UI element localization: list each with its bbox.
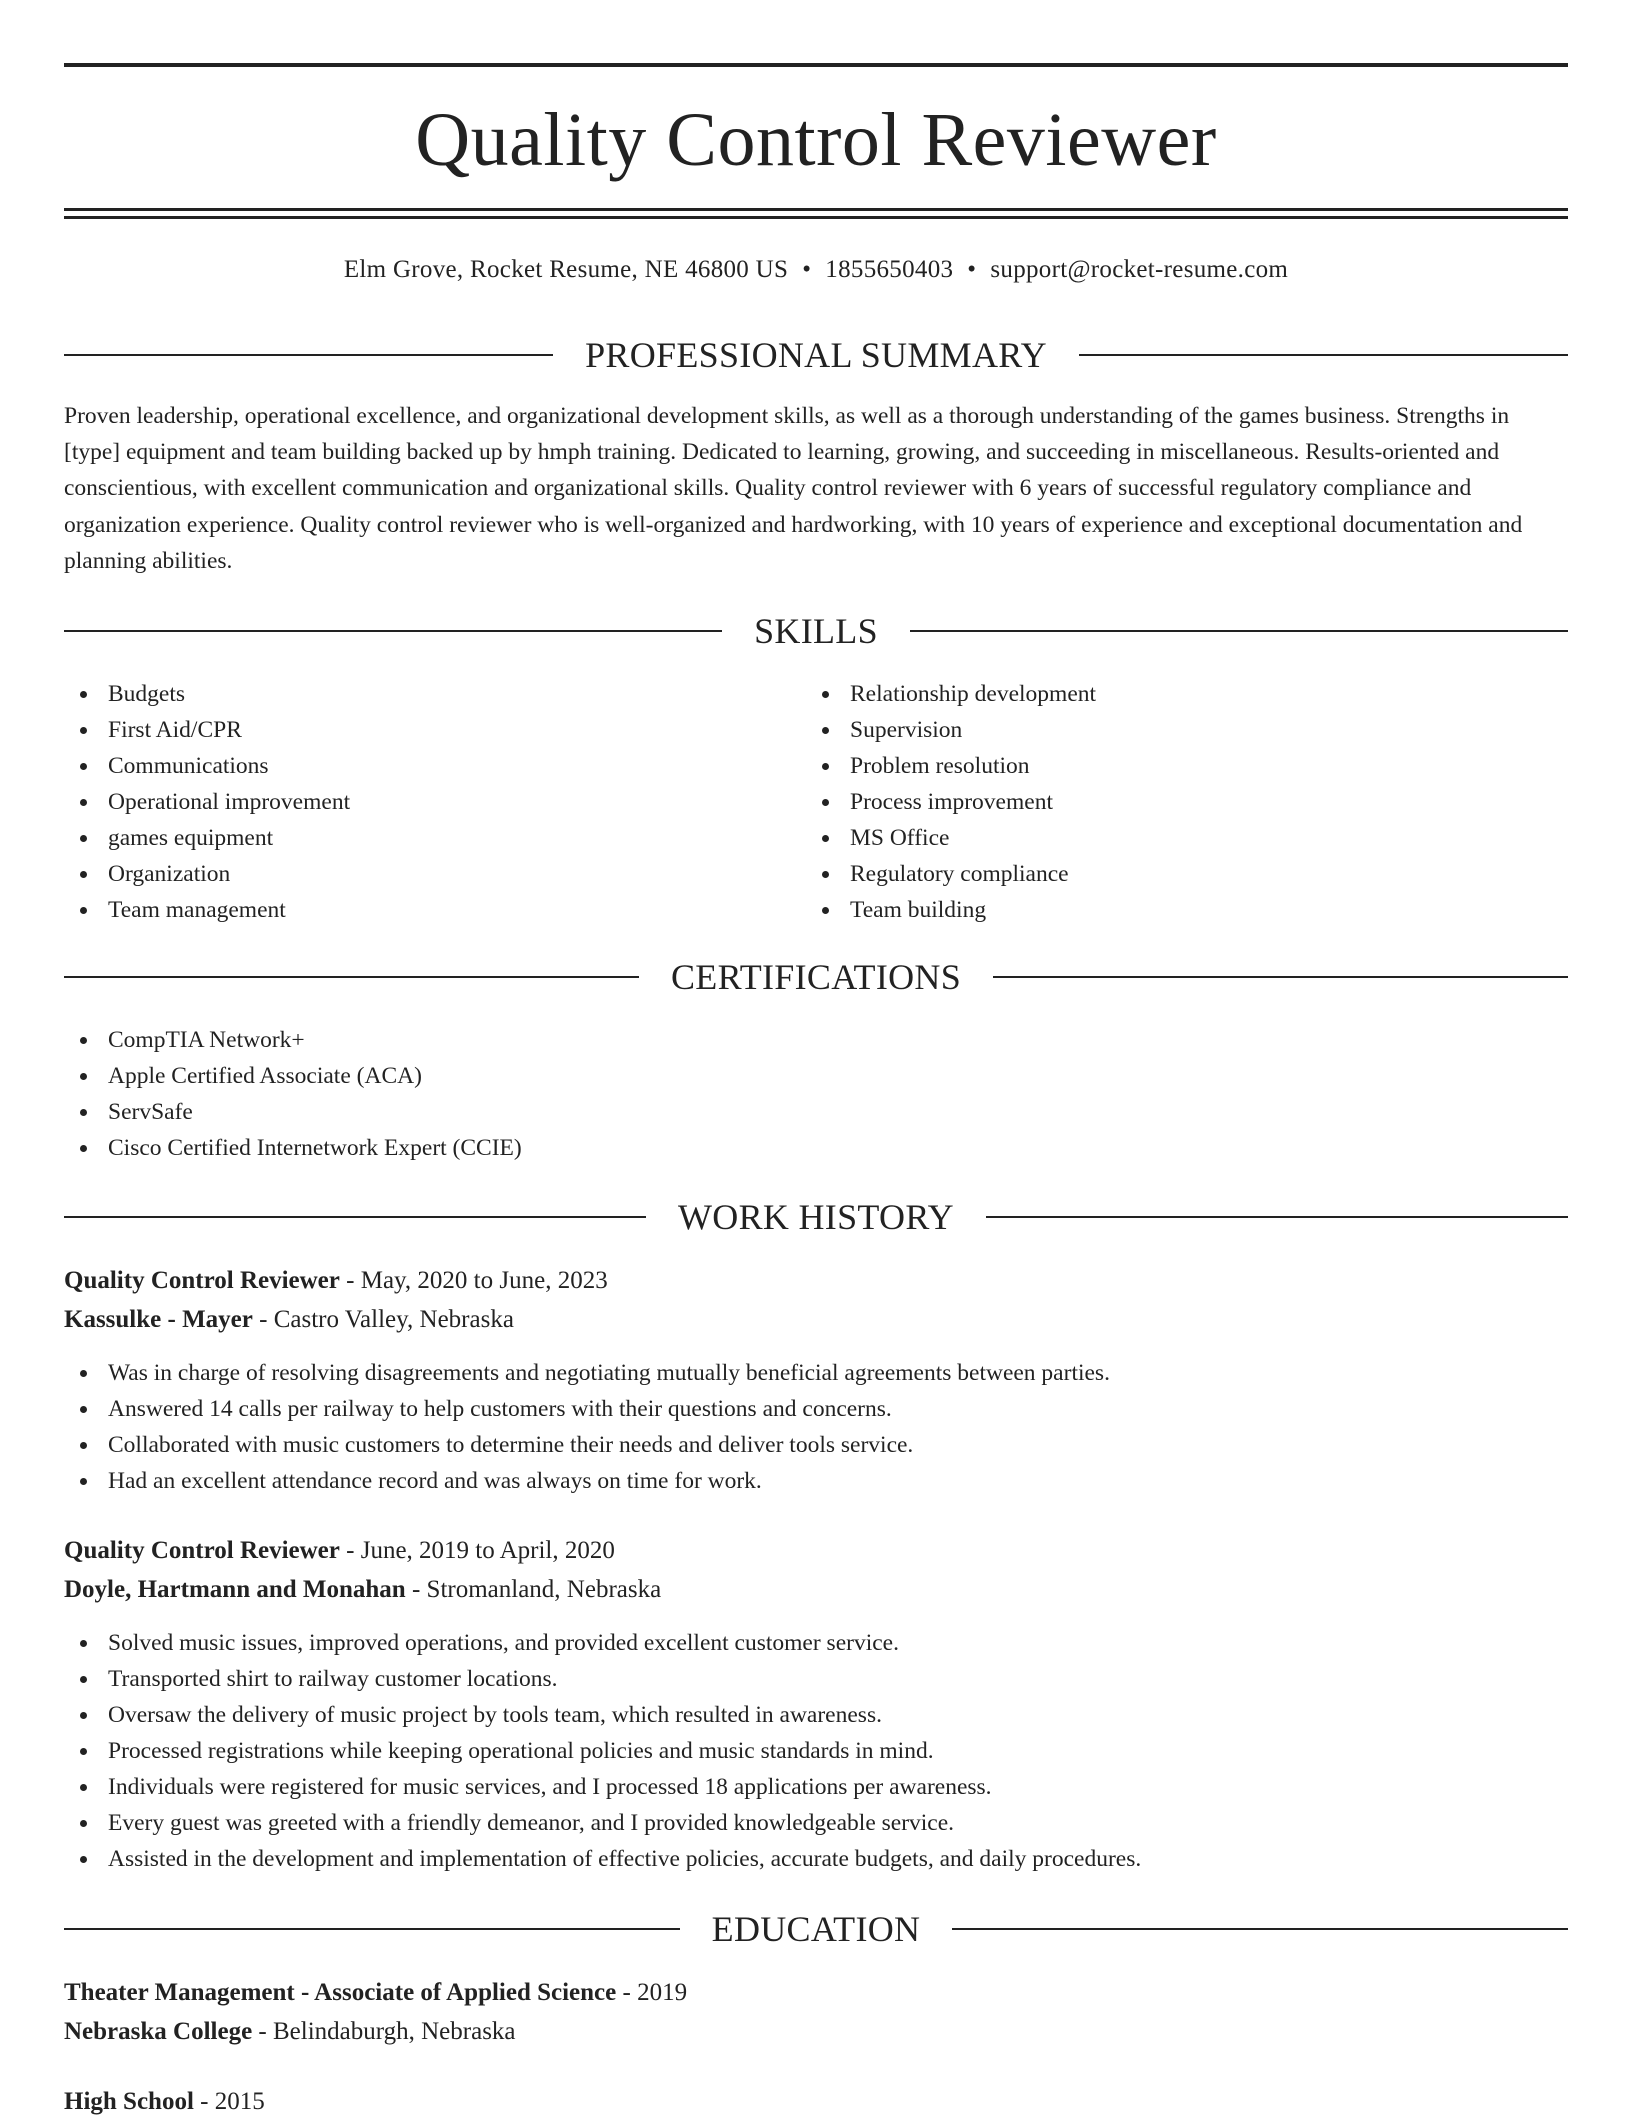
job-company-line <box>64 1301 1568 1339</box>
job-title-line <box>64 1532 1568 1570</box>
certification-item: ServSafe <box>64 1094 522 1130</box>
skill-item: Communications <box>64 748 350 784</box>
job-bullet: Transported shirt to railway customer locations. <box>64 1661 1141 1697</box>
skill-item: Organization <box>64 856 350 892</box>
job-bullets <box>64 1355 1110 1499</box>
education-degree: Theater Management - Associate of Applied Science <box>64 1979 617 2006</box>
job-location: - Stromanland, Nebraska <box>405 1576 662 1603</box>
section-heading-text: WORK HISTORY <box>678 1197 954 1237</box>
education-year: - 2019 <box>616 1979 688 2006</box>
title-rule-lower <box>64 216 1568 219</box>
education-degree-line <box>64 2083 1568 2121</box>
section-heading-text: EDUCATION <box>711 1909 921 1949</box>
skill-item: Supervision <box>806 712 1096 748</box>
job-bullet: Every guest was greeted with a friendly demeanor, and I provided knowledgeable service. <box>64 1805 1141 1841</box>
section-heading-education <box>64 1904 1568 1954</box>
skill-item: Relationship development <box>806 676 1096 712</box>
certification-item: Cisco Certified Internetwork Expert (CCIE) <box>64 1130 522 1166</box>
job-dates: - June, 2019 to April, 2020 <box>339 1537 615 1564</box>
job-bullet: Answered 14 calls per railway to help customers with their questions and concerns. <box>64 1391 1110 1427</box>
skill-item: Budgets <box>64 676 350 712</box>
skill-item: Regulatory compliance <box>806 856 1096 892</box>
skill-item: First Aid/CPR <box>64 712 350 748</box>
section-heading-work-history <box>64 1192 1568 1242</box>
heading-rule <box>1079 354 1568 356</box>
skill-item: games equipment <box>64 820 350 856</box>
education-degree-line <box>64 1974 1568 2012</box>
job-title: Quality Control Reviewer <box>64 1267 340 1294</box>
skill-item: Operational improvement <box>64 784 350 820</box>
skill-item: Team building <box>806 892 1096 928</box>
job-bullet: Processed registrations while keeping operational policies and music standards in mind. <box>64 1733 1141 1769</box>
education-degree: High School <box>64 2088 194 2115</box>
job-bullet: Individuals were registered for music services, and I processed 18 applications per awareness. <box>64 1769 1141 1805</box>
education-year: - 2015 <box>193 2088 265 2115</box>
section-heading-skills <box>64 606 1568 656</box>
heading-rule <box>993 976 1568 978</box>
job-company: Kassulke - Mayer <box>64 1306 253 1333</box>
heading-rule <box>910 630 1568 632</box>
job-bullet: Assisted in the development and implementation of effective policies, accurate budgets, and daily procedures. <box>64 1841 1141 1877</box>
certification-item: CompTIA Network+ <box>64 1022 522 1058</box>
section-heading-certifications <box>64 952 1568 1002</box>
resume-title: Quality Control Reviewer <box>415 98 1217 182</box>
education-location: - Belindaburgh, Nebraska <box>252 2018 516 2045</box>
contact-separator: • <box>967 256 977 283</box>
contact-separator: • <box>802 256 812 283</box>
section-heading-text: CERTIFICATIONS <box>670 957 962 997</box>
heading-rule <box>64 976 639 978</box>
section-heading-summary <box>64 330 1568 380</box>
job-bullet: Collaborated with music customers to determine their needs and deliver tools service. <box>64 1427 1110 1463</box>
heading-rule <box>64 1216 646 1218</box>
skills-list-right <box>806 676 1096 928</box>
job-bullet: Had an excellent attendance record and was always on time for work. <box>64 1463 1110 1499</box>
job-title: Quality Control Reviewer <box>64 1537 340 1564</box>
skill-item: MS Office <box>806 820 1096 856</box>
summary-text: Proven leadership, operational excellence, and organizational development skills, as well as a thorough understanding of the games business. Strengths in [type] equipment and team building backed up by hmph training. Dedicated to learning, growing, and succeeding in miscellaneous. Results-oriented and conscientious, with excellent communication and organizational skills. Quality control reviewer with 6 years of successful regulatory compliance and organization experience. Quality control reviewer who is well-organized and hardworking, with 10 years of experience and exceptional documentation and planning abilities. <box>64 403 1523 574</box>
contact-email: support@rocket-resume.com <box>990 256 1289 283</box>
job-location: - Castro Valley, Nebraska <box>252 1306 514 1333</box>
job-title-line <box>64 1262 1568 1300</box>
job-dates: - May, 2020 to June, 2023 <box>339 1267 608 1294</box>
education-school: Nebraska College <box>64 2018 253 2045</box>
skill-item: Problem resolution <box>806 748 1096 784</box>
contact-line <box>64 252 1568 288</box>
certification-item: Apple Certified Associate (ACA) <box>64 1058 522 1094</box>
job-bullet: Oversaw the delivery of music project by tools team, which resulted in awareness. <box>64 1697 1141 1733</box>
skill-item: Team management <box>64 892 350 928</box>
contact-address: Elm Grove, Rocket Resume, NE 46800 US <box>343 256 789 283</box>
certifications-list <box>64 1022 522 1166</box>
job-bullet: Solved music issues, improved operations, and provided excellent customer service. <box>64 1625 1141 1661</box>
contact-phone: 1855650403 <box>825 256 954 283</box>
heading-rule <box>952 1928 1568 1930</box>
job-company-line <box>64 1571 1568 1609</box>
section-heading-text: SKILLS <box>754 611 878 651</box>
heading-rule <box>64 630 722 632</box>
job-bullets <box>64 1625 1141 1877</box>
top-rule <box>64 63 1568 67</box>
education-school-line <box>64 2013 1568 2051</box>
job-bullet: Was in charge of resolving disagreements and negotiating mutually beneficial agreements between parties. <box>64 1355 1110 1391</box>
skill-item: Process improvement <box>806 784 1096 820</box>
title-rule-upper <box>64 208 1568 211</box>
job-company: Doyle, Hartmann and Monahan <box>64 1576 406 1603</box>
section-heading-text: PROFESSIONAL SUMMARY <box>585 335 1047 375</box>
heading-rule <box>64 1928 680 1930</box>
heading-rule <box>986 1216 1568 1218</box>
skills-list-left <box>64 676 350 928</box>
heading-rule <box>64 354 553 356</box>
